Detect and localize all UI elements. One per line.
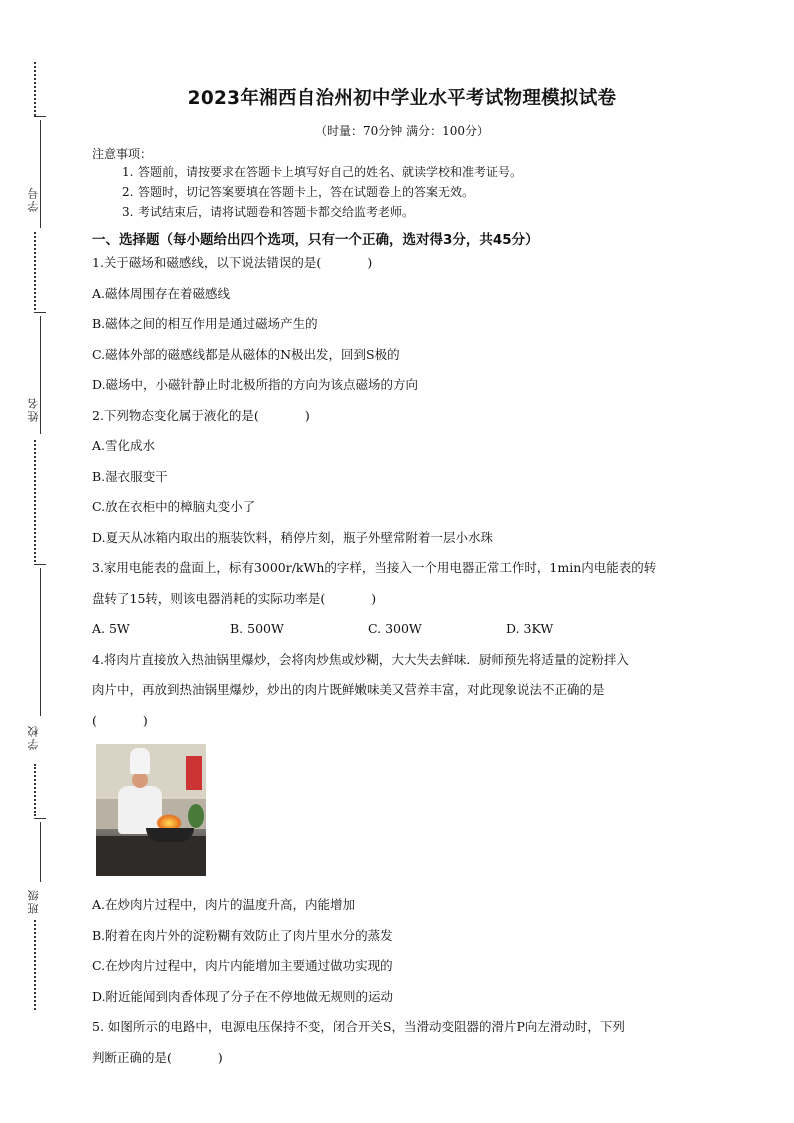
question-stem: 5. 如图所示的电路中，电源电压保持不变，闭合开关S，当滑动变阻器的滑片P向左滑动时，下列 xyxy=(92,1019,625,1034)
page-title: 2023年湘西自治州初中学业水平考试物理模拟试卷 xyxy=(187,88,617,109)
option: B.湿衣服变干 xyxy=(92,468,168,484)
option: D.夏天从冰箱内取出的瓶装饮料，稍停片刻，瓶子外壁常附着一层小水珠 xyxy=(92,529,494,545)
margin-dotted-line xyxy=(34,62,36,116)
notes-heading: 注意事项： xyxy=(92,147,153,161)
question-stem: 1.关于磁场和磁感线，以下说法错误的是( ) xyxy=(92,255,373,270)
option: A. 5W xyxy=(92,621,130,636)
option: B.附着在肉片外的淀粉糊有效防止了肉片里水分的蒸发 xyxy=(92,927,393,943)
margin-solid-line xyxy=(40,822,41,882)
margin-tick xyxy=(34,564,46,565)
options-row xyxy=(92,614,712,645)
margin-label-class: 班级 xyxy=(27,888,40,914)
question-stem: 4.将肉片直接放入热油锅里爆炒，会将肉炒焦或炒糊，大大失去鲜味．厨师预先将适量的淀粉拌入 xyxy=(92,651,629,667)
question-stem: 判断正确的是( ) xyxy=(92,1049,223,1065)
option: A.磁体周围存在着磁感线 xyxy=(92,285,231,301)
option: D.附近能闻到肉香体现了分子在不停地做无规则的运动 xyxy=(92,988,394,1004)
option: B. 500W xyxy=(230,621,284,636)
option: D. 3KW xyxy=(506,621,554,636)
margin-dotted-line xyxy=(34,440,36,562)
exam-info: （时量：70分钟 满分：100分） xyxy=(315,124,489,138)
exam-content xyxy=(92,84,712,1073)
margin-label-name: 姓名 xyxy=(27,396,40,422)
binding-margin xyxy=(0,0,80,1123)
option: D.磁场中，小磁针静止时北极所指的方向为该点磁场的方向 xyxy=(92,377,419,392)
section-heading: 一、选择题（每小题给出四个选项，只有一个正确，选对得3分，共45分） xyxy=(92,232,539,248)
option: A.在炒肉片过程中，肉片的温度升高，内能增加 xyxy=(92,897,356,912)
question-stem: 2.下列物态变化属于液化的是( ) xyxy=(92,407,310,423)
option: A.雪化成水 xyxy=(92,438,156,453)
margin-tick xyxy=(34,818,46,819)
chef-cooking-photo xyxy=(96,744,206,876)
margin-tick xyxy=(34,312,46,313)
margin-tick xyxy=(34,116,46,117)
margin-dotted-line xyxy=(34,764,36,816)
option: C.放在衣柜中的樟脑丸变小了 xyxy=(92,499,256,514)
question-stem: 盘转了15转，则该电器消耗的实际功率是( ) xyxy=(92,590,377,606)
option: C. 300W xyxy=(368,621,422,636)
option: C.在炒肉片过程中，肉片内能增加主要通过做功实现的 xyxy=(92,958,393,973)
question-stem: ( ) xyxy=(92,712,148,728)
margin-dotted-line xyxy=(34,920,36,1010)
margin-label-school: 学校 xyxy=(27,724,40,750)
margin-dotted-line xyxy=(34,232,36,310)
option: C.磁体外部的磁感线都是从磁体的N极出发，回到S极的 xyxy=(92,346,400,362)
note-item: 1. 答题前，请按要求在答题卡上填写好自己的姓名、就读学校和准考证号。 xyxy=(122,165,523,179)
question-stem: 肉片中，再放到热油锅里爆炒，炒出的肉片既鲜嫩味美又营养丰富，对此现象说法不正确的是 xyxy=(92,682,605,697)
question-stem: 3.家用电能表的盘面上，标有3000r/kWh的字样，当接入一个用电器正常工作时，1min内电能表的转 xyxy=(92,560,657,575)
note-item: 3. 考试结束后，请将试题卷和答题卡都交给监考老师。 xyxy=(122,205,415,219)
note-item: 2. 答题时，切记答案要填在答题卡上，答在试题卷上的答案无效。 xyxy=(122,185,475,199)
margin-label-student-id: 学号 xyxy=(27,186,40,212)
margin-solid-line xyxy=(40,568,41,716)
option: B.磁体之间的相互作用是通过磁场产生的 xyxy=(92,316,318,331)
